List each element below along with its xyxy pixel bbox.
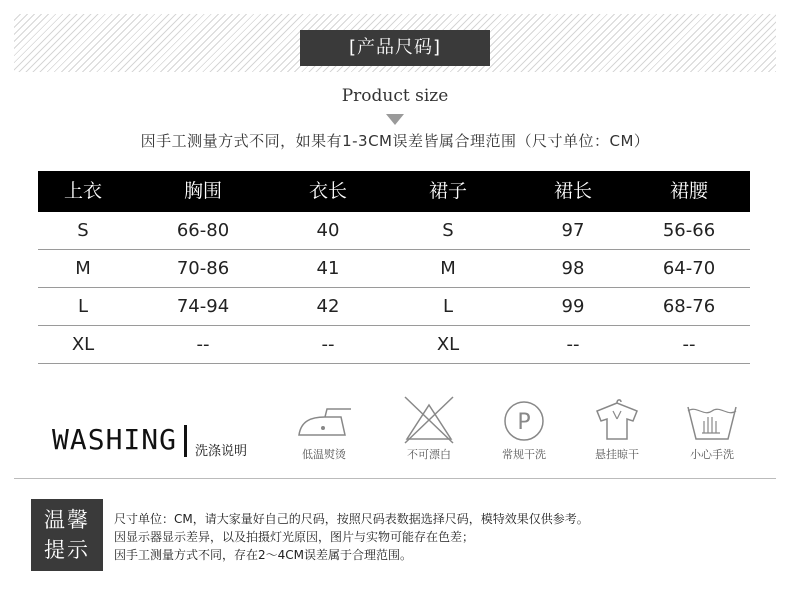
tip-line: 因显示器显示差异，以及拍摄灯光原因，图片与实物可能存在色差； — [114, 530, 475, 544]
table-cell: 97 — [561, 220, 585, 241]
table-cell: XL — [436, 334, 460, 355]
hand-wash-icon — [672, 395, 752, 445]
table-cell: L — [77, 296, 89, 317]
dry-clean-p-icon — [484, 395, 564, 445]
hang-dry-icon — [577, 395, 657, 445]
table-cell: 70-86 — [176, 258, 230, 279]
wash-label: 悬挂晾干 — [595, 448, 639, 461]
column-header: 裙腰 — [669, 180, 708, 202]
size-table — [38, 171, 750, 364]
column-header: 衣长 — [308, 180, 347, 202]
table-cell: -- — [682, 334, 696, 355]
table-cell: M — [440, 258, 456, 279]
table-row — [38, 250, 750, 288]
measurement-note: 因手工测量方式不同，如果有1-3CM误差皆属合理范围（尺寸单位：CM） — [140, 132, 650, 150]
tips-label-box — [31, 499, 103, 571]
washing-subtitle: 洗涤说明 — [195, 444, 248, 459]
section-divider — [14, 478, 776, 479]
table-cell: 64-70 — [662, 258, 716, 279]
table-cell: XL — [71, 334, 95, 355]
tips-label-line: 温馨 — [44, 508, 90, 532]
tip-line: 因手工测量方式不同，存在2～4CM误差属于合理范围。 — [114, 548, 413, 562]
table-cell: -- — [566, 334, 580, 355]
wash-label: 不可漂白 — [407, 448, 451, 461]
svg-text:P: P — [517, 410, 531, 435]
triangle-down-icon — [386, 114, 404, 125]
washing-title: WASHING — [52, 423, 178, 456]
column-header: 裙长 — [553, 180, 592, 202]
tips-label-line: 提示 — [44, 538, 90, 562]
low-temp-iron-icon — [284, 395, 364, 443]
table-cell: -- — [321, 334, 335, 355]
size-table-header — [38, 171, 750, 212]
table-cell: L — [442, 296, 454, 317]
washing-divider — [184, 425, 187, 457]
table-cell: -- — [196, 334, 210, 355]
column-header: 裙子 — [428, 180, 467, 202]
column-header: 上衣 — [63, 180, 102, 202]
table-cell: 98 — [561, 258, 585, 279]
no-bleach-icon — [389, 395, 469, 445]
table-cell: 66-80 — [176, 220, 230, 241]
wash-label: 小心手洗 — [690, 448, 734, 461]
table-cell: S — [77, 220, 89, 241]
table-cell: 99 — [561, 296, 585, 317]
table-cell: 56-66 — [662, 220, 716, 241]
table-cell: 74-94 — [176, 296, 230, 317]
table-cell: 41 — [316, 258, 340, 279]
wash-label: 低温熨烫 — [302, 448, 346, 461]
tip-line: 尺寸单位：CM，请大家量好自己的尺码，按照尺码表数据选择尺码，模特效果仅供参考。 — [114, 512, 589, 526]
table-cell: 68-76 — [662, 296, 716, 317]
table-row — [38, 326, 750, 364]
page-subtitle: Product size — [341, 86, 449, 106]
wash-label: 常规干洗 — [502, 448, 546, 461]
table-row — [38, 212, 750, 250]
column-header: 胸围 — [183, 180, 222, 202]
table-cell: S — [442, 220, 454, 241]
table-cell: 42 — [316, 296, 340, 317]
tips-text — [114, 510, 589, 564]
table-cell: 40 — [316, 220, 340, 241]
table-cell: M — [75, 258, 91, 279]
page-title: [产品尺码] — [300, 30, 490, 66]
table-row — [38, 288, 750, 326]
